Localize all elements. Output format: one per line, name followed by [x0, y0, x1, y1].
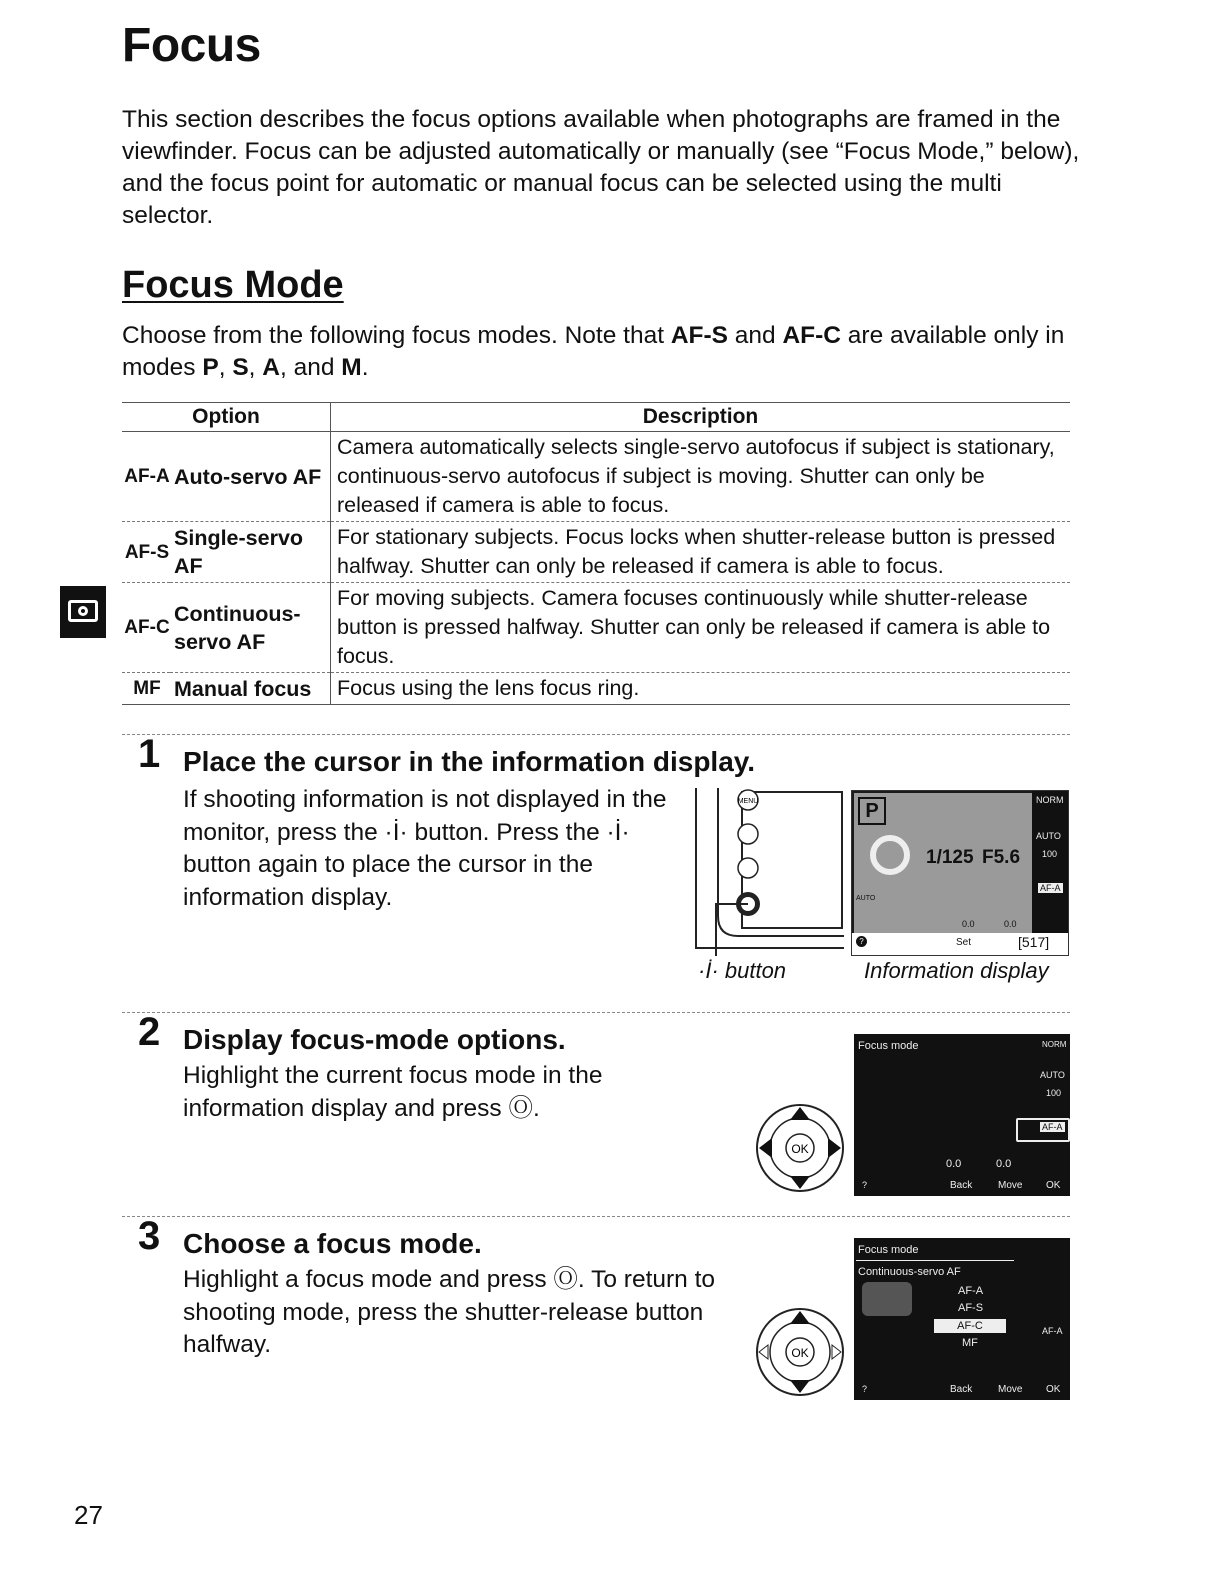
table-row: [122, 583, 1070, 673]
option-af-s[interactable]: AF-S: [958, 1302, 984, 1314]
caption-information-display: Information display: [864, 958, 1049, 983]
option-af-a[interactable]: AF-A: [958, 1285, 984, 1297]
focus-mode-table: [122, 402, 1070, 705]
step-number: 1: [138, 732, 161, 776]
information-display-screen: [851, 790, 1069, 956]
step-title: Place the cursor in the information display.: [183, 746, 756, 777]
exposure-compensation: 0.0: [946, 1158, 962, 1170]
camera-tab-icon: [60, 586, 106, 638]
multi-selector-icon: [755, 1307, 845, 1397]
section-heading-focus-mode: Focus Mode: [122, 264, 344, 306]
help-icon: ?: [862, 1384, 868, 1394]
mode-name: Auto-servo AF: [170, 432, 331, 522]
move-label: Move: [998, 1180, 1023, 1191]
back-label: Back: [950, 1384, 973, 1395]
flash-compensation: 0.0: [1004, 919, 1017, 929]
page-number: 27: [74, 1500, 103, 1530]
mode-description: Camera automatically selects single-servo autofocus if subject is stationary, continuous-servo autofocus if subject is moving. Shutter can only be released if camera is able to focus.: [331, 432, 1071, 522]
camera-back-illustration: [694, 788, 846, 956]
step-number: 2: [138, 1010, 161, 1054]
af-mode-value: AF-A: [1040, 883, 1061, 893]
mode-name: Manual focus: [170, 673, 331, 705]
shutter-speed: 1/125: [926, 847, 974, 868]
column-header-description: Description: [331, 403, 1071, 432]
selected-mode-name: Continuous-servo AF: [858, 1266, 961, 1278]
step-number: 3: [138, 1214, 161, 1258]
quality-value: NORM: [1042, 1040, 1067, 1049]
mode-description: Focus using the lens focus ring.: [331, 673, 1071, 705]
iso-value: 100: [1042, 849, 1058, 859]
step-divider: [122, 1012, 1070, 1013]
step-body: If shooting information is not displayed in the monitor, press the ·İ· button. Press the ·İ· button again to place the cursor in the information display.: [183, 786, 667, 911]
svg-text:MENU: MENU: [737, 798, 759, 805]
exposure-indicator-icon: [870, 835, 910, 875]
focus-mode-screen-1: [854, 1034, 1070, 1196]
ok-label: OK: [791, 1142, 809, 1156]
multi-selector-icon: [755, 1103, 845, 1193]
ok-label: OK: [1046, 1384, 1061, 1395]
iso-value: 100: [1046, 1088, 1062, 1098]
screen-label: Focus mode: [858, 1040, 919, 1052]
white-balance-value: AUTO: [1040, 1070, 1065, 1080]
subject-thumbnail: [862, 1282, 912, 1316]
auto-label: AUTO: [856, 895, 876, 902]
mode-name: Continuous-servo AF: [170, 583, 331, 673]
step-body: Highlight the current focus mode in the information display and press Ⓞ.: [183, 1062, 603, 1122]
help-icon: ?: [862, 1180, 868, 1190]
help-icon: ?: [856, 936, 867, 947]
caption-button: ·İ· button: [698, 958, 787, 983]
intro-paragraph: This section describes the focus options available when photographs are framed in the viewfinder. Focus can be adjusted automatically or manually (see “Focus Mode,” below), and the focus point for automatic or manual focus can be selected using the multi selector.: [122, 106, 1080, 229]
focus-mode-intro: Choose from the following focus modes. Note that AF-S and AF-C are available only in modes P, S, A, and M.: [122, 322, 1065, 381]
quality-value: NORM: [1036, 795, 1064, 805]
ok-label: OK: [791, 1346, 809, 1360]
table-row: [122, 522, 1070, 583]
focus-mode-screen-2: [854, 1238, 1070, 1400]
table-row: [122, 432, 1070, 522]
aperture: F5.6: [982, 847, 1021, 868]
mode-code: AF-S: [122, 522, 170, 583]
mode-description: For stationary subjects. Focus locks when shutter-release button is pressed halfway. Shutter can only be released if camera is able to focus.: [331, 522, 1071, 583]
step-divider: [122, 1216, 1070, 1217]
mode-code: AF-C: [122, 583, 170, 673]
ok-label: OK: [1046, 1180, 1061, 1191]
mode-code: AF-A: [122, 432, 170, 522]
set-label: Set: [956, 937, 972, 948]
exposure-compensation: 0.0: [962, 919, 975, 929]
frame-count: [517]: [1018, 934, 1050, 950]
back-label: Back: [950, 1180, 973, 1191]
mode-name: Single-servo AF: [170, 522, 331, 583]
step-divider: [122, 734, 1070, 735]
mode-indicator: P: [858, 797, 886, 825]
step-title: Choose a focus mode.: [183, 1228, 482, 1259]
mode-description: For moving subjects. Camera focuses continuously while shutter-release button is pressed halfway. Shutter can only be released if camera is able to focus.: [331, 583, 1071, 673]
move-label: Move: [998, 1384, 1023, 1395]
current-af-mode: AF-A: [1042, 1326, 1063, 1336]
page-title: Focus: [122, 19, 261, 72]
table-row: [122, 673, 1070, 705]
option-mf[interactable]: MF: [962, 1337, 978, 1349]
step-body: Highlight a focus mode and press Ⓞ. To return to shooting mode, press the shutter-release button halfway.: [183, 1266, 716, 1358]
screen-label: Focus mode: [858, 1244, 919, 1256]
mode-code: MF: [122, 673, 170, 705]
step-title: Display focus-mode options.: [183, 1024, 566, 1055]
white-balance-value: AUTO: [1036, 831, 1061, 841]
af-mode-value: AF-A: [1042, 1122, 1063, 1132]
column-header-option: Option: [122, 403, 331, 432]
flash-compensation: 0.0: [996, 1158, 1012, 1170]
option-af-c[interactable]: AF-C: [934, 1319, 1006, 1333]
